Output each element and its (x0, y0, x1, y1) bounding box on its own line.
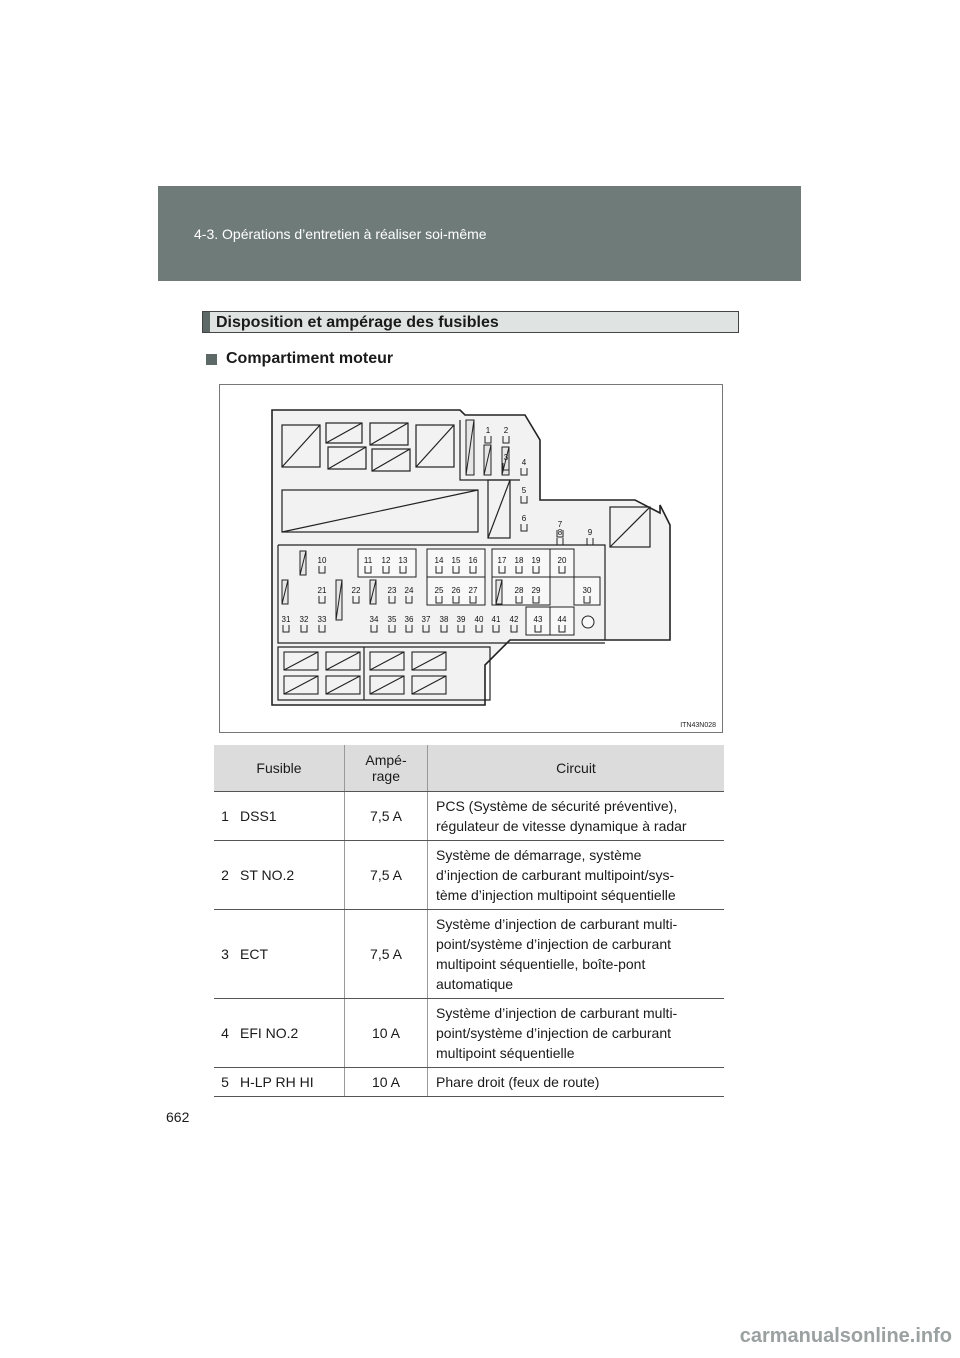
fuse-label-39: 39 (456, 615, 466, 624)
circuit-line: tème d’injection multipoint séquentielle (436, 887, 676, 903)
fuse-label-9: 9 (587, 528, 593, 537)
fuse-name: ECT (236, 910, 345, 999)
fuse-circuit (428, 910, 725, 999)
fuse-number: 5 (214, 1068, 236, 1097)
fuse-label-35: 35 (387, 615, 397, 624)
circuit-line: régulateur de vitesse dynamique à radar (436, 818, 687, 834)
watermark-text: carmanualsonline.info (739, 1325, 952, 1347)
circuit-line: Système d’injection de carburant multi- (436, 916, 678, 932)
fuse-label-34: 34 (369, 615, 379, 624)
fuse-amperage: 10 A (345, 1068, 428, 1097)
fuse-label-4: 4 (521, 458, 527, 467)
fuse-name: H-LP RH HI (236, 1068, 345, 1097)
fuse-label-15: 15 (451, 556, 461, 565)
fuse-label-27: 27 (468, 586, 478, 595)
circuit-line: multipoint séquentielle, boîte-pont (436, 956, 646, 972)
fuse-label-14: 14 (434, 556, 444, 565)
fuse-label-12: 12 (381, 556, 391, 565)
chapter-header (158, 186, 801, 281)
fuse-label-30: 30 (582, 586, 592, 595)
fuse-amperage: 10 A (345, 999, 428, 1068)
fuse-label-37: 37 (421, 615, 431, 624)
fuse-name: DSS1 (236, 792, 345, 841)
fuse-label-17: 17 (497, 556, 507, 565)
heading-accent-bar (203, 312, 210, 332)
square-bullet-icon (206, 354, 217, 365)
fuse-label-32: 32 (299, 615, 309, 624)
section-heading (202, 311, 739, 333)
fuse-number: 4 (214, 999, 236, 1068)
fuse-label-24: 24 (404, 586, 414, 595)
circuit-line: d’injection de carburant multipoint/sys- (436, 867, 675, 883)
fuse-label-29: 29 (531, 586, 541, 595)
fuse-label-41: 41 (491, 615, 501, 624)
fuse-number: 3 (214, 910, 236, 999)
fuse-label-8: 8 (557, 528, 563, 537)
fuse-label-20: 20 (557, 556, 567, 565)
table-row (214, 1068, 724, 1097)
diagram-code: ITN43N028 (680, 722, 716, 729)
circuit-line: Phare droit (feux de route) (436, 1074, 600, 1090)
fuse-number: 1 (214, 792, 236, 841)
fuse-label-6: 6 (521, 514, 527, 523)
circuit-line: PCS (Système de sécurité préventive), (436, 798, 678, 814)
fuse-table (214, 745, 724, 1097)
circuit-line: Système d’injection de carburant multi- (436, 1005, 678, 1021)
fuse-label-31: 31 (281, 615, 291, 624)
fuse-label-21: 21 (317, 586, 327, 595)
fuse-amperage: 7,5 A (345, 792, 428, 841)
circuit-line: point/système d’injection de carburant (436, 1025, 672, 1041)
section-heading-text: Disposition et ampérage des fusibles (216, 314, 499, 331)
fuse-label-16: 16 (468, 556, 478, 565)
fuse-name: ST NO.2 (236, 841, 345, 910)
fuse-label-22: 22 (351, 586, 361, 595)
fuse-label-28: 28 (514, 586, 524, 595)
fuse-box-illustration (220, 385, 722, 732)
table-row (214, 910, 724, 999)
fuse-box-diagram (219, 384, 723, 733)
header-circuit: Circuit (428, 745, 725, 792)
header-fusible: Fusible (214, 745, 345, 792)
fuse-label-1: 1 (485, 426, 491, 435)
table-row (214, 999, 724, 1068)
sub-heading (206, 350, 393, 368)
fuse-name: EFI NO.2 (236, 999, 345, 1068)
fuse-label-10: 10 (317, 556, 327, 565)
fuse-circuit (428, 999, 725, 1068)
table-row (214, 841, 724, 910)
fuse-label-7: 7 (557, 520, 563, 529)
fuse-label-26: 26 (451, 586, 461, 595)
fuse-label-18: 18 (514, 556, 524, 565)
fuse-label-25: 25 (434, 586, 444, 595)
circuit-line: point/système d’injection de carburant (436, 936, 672, 952)
header-amperage: Ampé- rage (345, 745, 428, 792)
fuse-number: 2 (214, 841, 236, 910)
fuse-label-40: 40 (474, 615, 484, 624)
circuit-line: multipoint séquentielle (436, 1045, 575, 1061)
fuse-label-19: 19 (531, 556, 541, 565)
table-header-row (214, 745, 724, 792)
fuse-circuit (428, 792, 725, 841)
fuse-label-33: 33 (317, 615, 327, 624)
fuse-label-44: 44 (557, 615, 567, 624)
page-number: 662 (166, 1109, 190, 1125)
circuit-line: Système de démarrage, système (436, 847, 642, 863)
fuse-label-43: 43 (533, 615, 543, 624)
fuse-amperage: 7,5 A (345, 910, 428, 999)
fuse-label-3: 3 (503, 453, 509, 462)
fuse-circuit (428, 1068, 725, 1097)
fuse-label-38: 38 (439, 615, 449, 624)
table-row (214, 792, 724, 841)
fuse-circuit (428, 841, 725, 910)
fuse-amperage: 7,5 A (345, 841, 428, 910)
fuse-label-36: 36 (404, 615, 414, 624)
fuse-label-11: 11 (363, 556, 373, 565)
circuit-line: automatique (436, 976, 514, 992)
fuse-label-2: 2 (503, 426, 509, 435)
chapter-title: 4-3. Opérations d’entretien à réaliser soi-même (194, 226, 487, 242)
fuse-label-23: 23 (387, 586, 397, 595)
sub-heading-text: Compartiment moteur (226, 350, 394, 367)
fuse-label-5: 5 (521, 486, 527, 495)
fuse-label-42: 42 (509, 615, 519, 624)
fuse-label-13: 13 (398, 556, 408, 565)
